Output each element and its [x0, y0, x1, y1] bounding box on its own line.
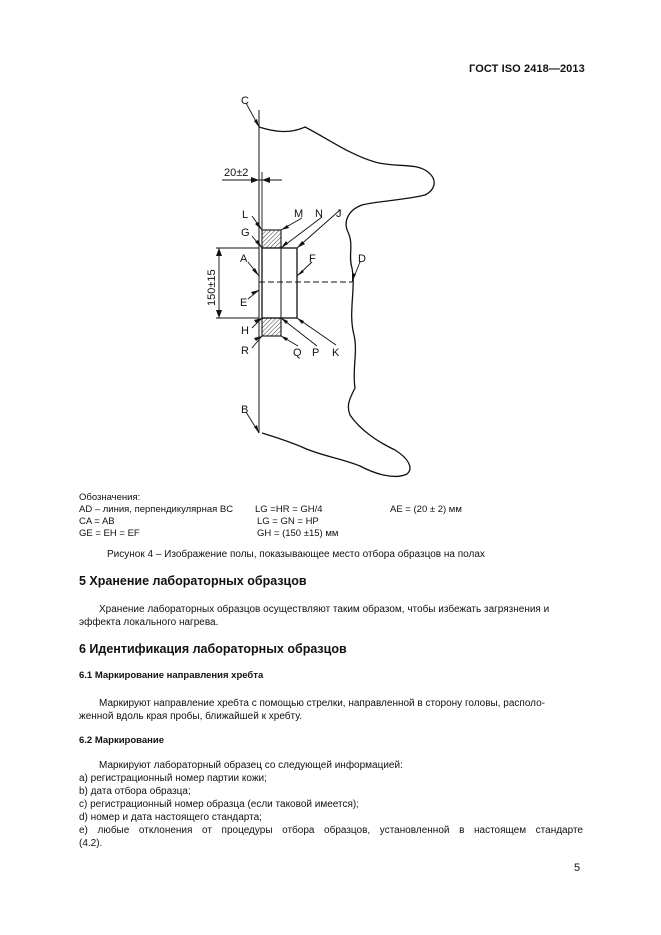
label-f: F	[309, 253, 316, 265]
list-item-e-continuation: (4.2).	[79, 838, 103, 849]
label-n: N	[315, 208, 323, 220]
label-a: A	[240, 253, 248, 265]
section-6-title: 6 Идентификация лабораторных образцов	[79, 642, 347, 656]
legend-row3-col1: GE = EH = EF	[79, 528, 140, 539]
subsection-6-1-line1: Маркируют направление хребта с помощью стрелки, направленной в сторону головы, располо-	[99, 698, 546, 709]
label-e: E	[240, 297, 248, 309]
label-d: D	[358, 253, 366, 265]
label-h: H	[241, 325, 249, 337]
label-k: K	[332, 347, 340, 359]
legend-row1-col3: AE = (20 ± 2) мм	[390, 504, 462, 515]
legend-row2-col1: CA = AB	[79, 516, 115, 527]
legend-row1-col1: AD – линия, перпендикулярная BC	[79, 504, 234, 515]
legend-row3-col2: GH = (150 ±15) мм	[257, 528, 339, 539]
sample-rect-main	[262, 248, 297, 318]
list-item-c: c) регистрационный номер образца (если таковой имеется);	[79, 799, 359, 810]
section-5-para-line1: Хранение лабораторных образцов осуществляют таким образом, чтобы избежать загрязнения и	[99, 604, 550, 615]
label-m: M	[294, 208, 304, 220]
subsection-6-2-intro: Маркируют лабораторный образец со следующей информацией:	[99, 760, 403, 771]
label-g: G	[241, 227, 250, 239]
legend-title: Обозначения:	[79, 492, 141, 503]
legend-row1-col2: LG =HR = GH/4	[255, 504, 323, 515]
document-header: ГОСТ ISO 2418—2013	[469, 63, 585, 75]
list-item-e: e) любые отклонения от процедуры отбора образцов, установленной в настоящем стандарте	[79, 825, 583, 836]
label-p: P	[312, 347, 320, 359]
legend-row2-col2: LG = GN = HP	[257, 516, 319, 527]
list-item-d: d) номер и дата настоящего стандарта;	[79, 812, 262, 823]
label-j: J	[336, 208, 342, 220]
section-5-title: 5 Хранение лабораторных образцов	[79, 574, 307, 588]
page-number: 5	[574, 862, 581, 874]
sample-rect-bottom-hatch	[262, 318, 281, 336]
list-item-a: a) регистрационный номер партии кожи;	[79, 773, 267, 784]
sample-rect-top-hatch	[262, 230, 281, 248]
list-item-b: b) дата отбора образца;	[79, 786, 191, 797]
dim-width-label: 20±2	[224, 167, 249, 179]
label-q: Q	[293, 347, 302, 359]
subsection-6-2-title: 6.2 Маркирование	[79, 735, 165, 746]
subsection-6-1-line2: женной вдоль края пробы, ближайшей к хребту.	[79, 711, 302, 722]
label-l: L	[242, 209, 249, 221]
dim-height-label: 150±15	[206, 269, 218, 306]
figure-caption: Рисунок 4 – Изображение полы, показывающее место отбора образцов на полах	[107, 549, 485, 560]
section-5-para-line2: эффекта локального нагрева.	[79, 617, 219, 628]
subsection-6-1-title: 6.1 Маркирование направления хребта	[79, 670, 264, 681]
label-r: R	[241, 345, 249, 357]
label-c: C	[241, 95, 249, 107]
label-b: B	[241, 404, 249, 416]
